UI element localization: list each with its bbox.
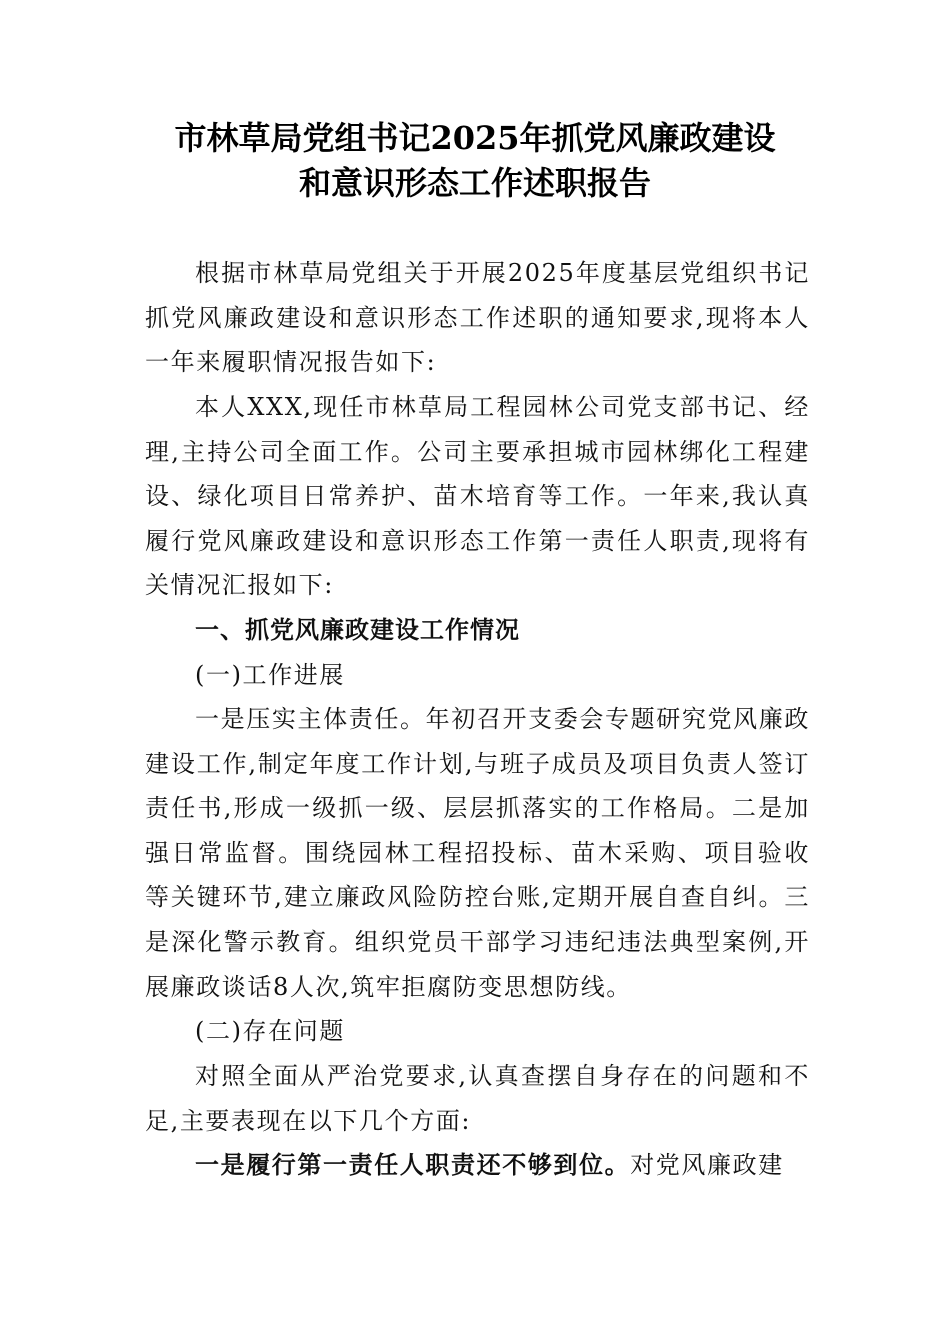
paragraph-self-introduction: 本人XXX,现任市林草局工程园林公司党支部书记、经理,主持公司全面工作。公司主要承担城市园林绑化工程建设、绿化项目日常养护、苗木培育等工作。一年来,我认真履行党风廉政建设和意识形态工作第一责任人职责,现将有关情况汇报如下:	[145, 393, 810, 600]
document-title-line-1: 市林草局党组书记2025年抓党风廉政建设	[174, 119, 776, 157]
first-problem-text: 对党风廉政建	[630, 1151, 784, 1179]
paragraph-problems: 对照全面从严治党要求,认真查摆自身存在的问题和不足,主要表现在以下几个方面:	[145, 1062, 810, 1135]
paragraph-progress: 一是压实主体责任。年初召开支委会专题研究党风廉政建设工作,制定年度工作计划,与班子成员及项目负责人签订责任书,形成一级抓一级、层层抓落实的工作格局。二是加强日常监督。围绕园林工程招投标、苗木采购、项目验收等关键环节,建立廉政风险防控台账,定期开展自查自纠。三是深化警示教育。组织党员干部学习违纪违法典型案例,开展廉政谈话8人次,筑牢拒腐防变思想防线。	[145, 705, 810, 1001]
subsection-heading-problems: (二)存在问题	[195, 1017, 345, 1045]
section-heading-1: 一、抓党风廉政建设工作情况	[195, 616, 520, 644]
paragraph-first-problem	[145, 1143, 810, 1188]
document-title-line-2: 和意识形态工作述职报告	[298, 164, 651, 202]
subsection-heading-progress: (一)工作进展	[195, 661, 345, 689]
first-problem-lead: 一是履行第一责任人职责还不够到位。	[195, 1150, 631, 1179]
paragraph-intro: 根据市林草局党组关于开展2025年度基层党组织书记抓党风廉政建设和意识形态工作述职的通知要求,现将本人一年来履职情况报告如下:	[145, 259, 810, 377]
